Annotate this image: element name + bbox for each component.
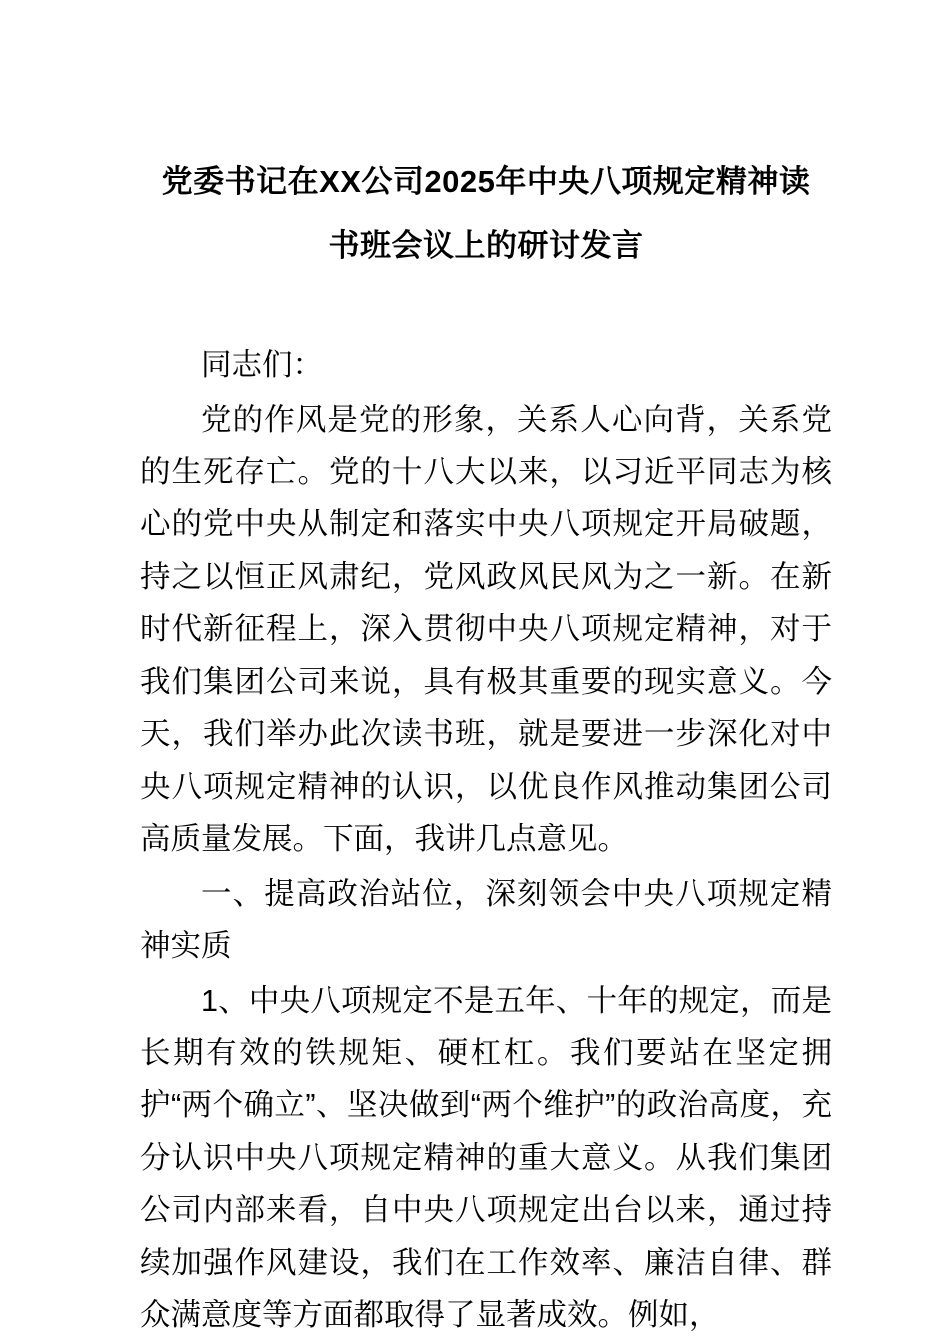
paragraph-salutation: 同志们： <box>201 348 323 383</box>
page-title: 党委书记在XX公司2025年中央八项规定精神读书班会议上的研讨发言 <box>161 164 811 263</box>
document-body <box>140 339 832 1342</box>
paragraph-intro: 党的作风是党的形象，关系人心向背，关系党的生死存亡。党的十八大以来，以习近平同志为核心的党中央从制定和落实中央八项规定开局破题，持之以恒正风肃纪，党风政风民风为之一新。在新时代新征程上，深入贯彻中央八项规定精神，对于我们集团公司来说，具有极其重要的现实意义。今天，我们举办此次读书班，就是要进一步深化对中央八项规定精神的认识，以优良作风推动集团公司高质量发展。下面，我讲几点意见。 <box>140 402 832 857</box>
paragraph-item-one: 1、中央八项规定不是五年、十年的规定，而是长期有效的铁规矩、硬杠杠。我们要站在坚定拥护“两个确立”、坚决做到“两个维护”的政治高度，充分认识中央八项规定精神的重大意义。从我们集团公司内部来看，自中央八项规定出台以来，通过持续加强作风建设，我们在工作效率、廉洁自律、群众满意度等方面都取得了显著成效。例如， <box>140 983 832 1333</box>
paragraph-heading-one: 一、提高政治站位，深刻领会中央八项规定精神实质 <box>140 876 832 964</box>
